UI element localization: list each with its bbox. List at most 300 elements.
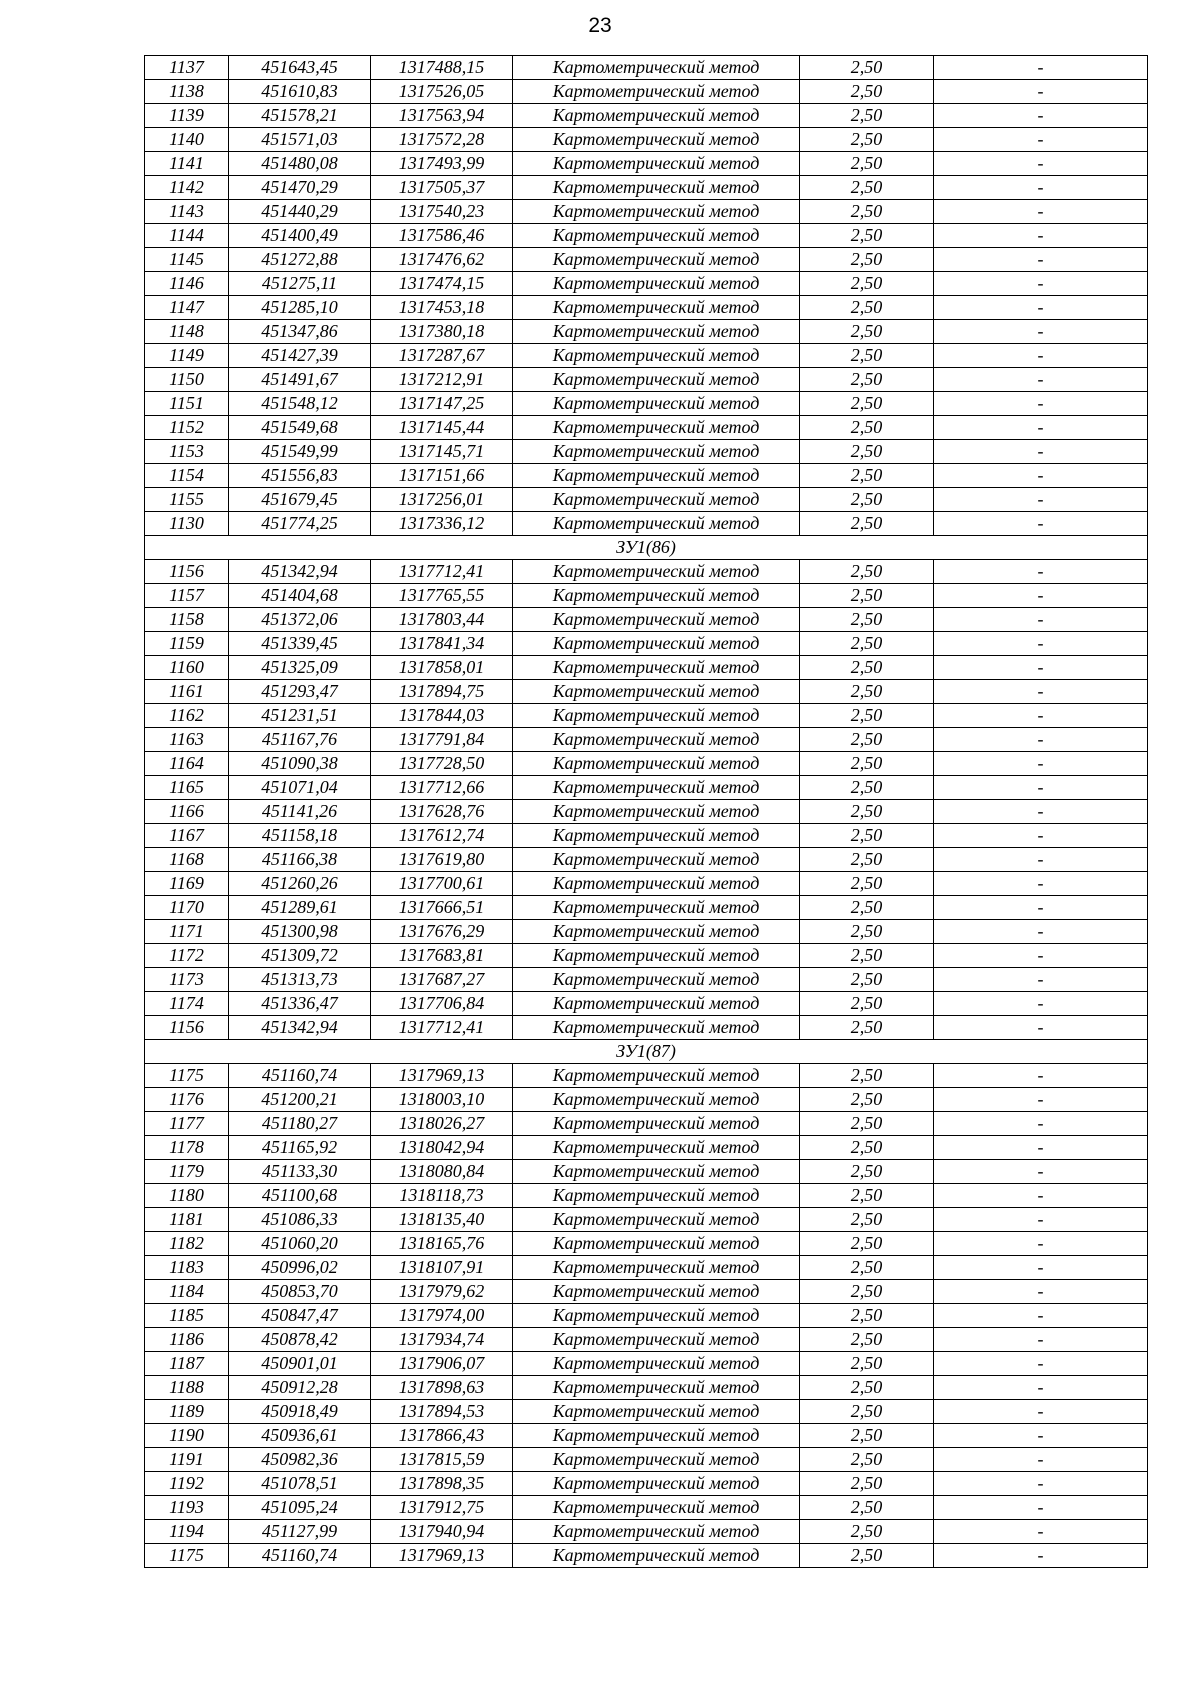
table-row — [145, 320, 1148, 344]
description-cell: - — [934, 368, 1148, 392]
y-coordinate-cell: 1317894,53 — [371, 1400, 513, 1424]
y-coordinate-cell: 1317612,74 — [371, 824, 513, 848]
table-row — [145, 872, 1148, 896]
y-coordinate-cell: 1317728,50 — [371, 752, 513, 776]
x-coordinate-cell: 450996,02 — [229, 1256, 371, 1280]
accuracy-cell: 2,50 — [800, 1496, 934, 1520]
table-row — [145, 296, 1148, 320]
x-coordinate-cell: 451160,74 — [229, 1544, 371, 1568]
description-cell: - — [934, 944, 1148, 968]
y-coordinate-cell: 1317844,03 — [371, 704, 513, 728]
table-row — [145, 416, 1148, 440]
y-coordinate-cell: 1317540,23 — [371, 200, 513, 224]
point-number-cell: 1151 — [145, 392, 229, 416]
accuracy-cell: 2,50 — [800, 272, 934, 296]
table-row — [145, 1160, 1148, 1184]
accuracy-cell: 2,50 — [800, 848, 934, 872]
point-number-cell: 1179 — [145, 1160, 229, 1184]
x-coordinate-cell: 451160,74 — [229, 1064, 371, 1088]
table-row — [145, 1280, 1148, 1304]
y-coordinate-cell: 1318080,84 — [371, 1160, 513, 1184]
table-row — [145, 1352, 1148, 1376]
y-coordinate-cell: 1317712,66 — [371, 776, 513, 800]
accuracy-cell: 2,50 — [800, 1088, 934, 1112]
x-coordinate-cell: 451060,20 — [229, 1232, 371, 1256]
y-coordinate-cell: 1317628,76 — [371, 800, 513, 824]
description-cell: - — [934, 56, 1148, 80]
method-cell: Картометрический метод — [513, 1088, 800, 1112]
method-cell: Картометрический метод — [513, 944, 800, 968]
point-number-cell: 1145 — [145, 248, 229, 272]
accuracy-cell: 2,50 — [800, 1352, 934, 1376]
description-cell: - — [934, 1136, 1148, 1160]
x-coordinate-cell: 450918,49 — [229, 1400, 371, 1424]
x-coordinate-cell: 451158,18 — [229, 824, 371, 848]
y-coordinate-cell: 1317488,15 — [371, 56, 513, 80]
y-coordinate-cell: 1317712,41 — [371, 560, 513, 584]
x-coordinate-cell: 451643,45 — [229, 56, 371, 80]
description-cell: - — [934, 872, 1148, 896]
method-cell: Картометрический метод — [513, 224, 800, 248]
description-cell: - — [934, 848, 1148, 872]
table-row — [145, 128, 1148, 152]
x-coordinate-cell: 451078,51 — [229, 1472, 371, 1496]
method-cell: Картометрический метод — [513, 872, 800, 896]
y-coordinate-cell: 1317666,51 — [371, 896, 513, 920]
method-cell: Картометрический метод — [513, 1304, 800, 1328]
y-coordinate-cell: 1317676,29 — [371, 920, 513, 944]
point-number-cell: 1168 — [145, 848, 229, 872]
description-cell: - — [934, 80, 1148, 104]
x-coordinate-cell: 451200,21 — [229, 1088, 371, 1112]
table-row — [145, 1424, 1148, 1448]
x-coordinate-cell: 451231,51 — [229, 704, 371, 728]
table-row — [145, 344, 1148, 368]
y-coordinate-cell: 1317803,44 — [371, 608, 513, 632]
table-row — [145, 920, 1148, 944]
y-coordinate-cell: 1317934,74 — [371, 1328, 513, 1352]
method-cell: Картометрический метод — [513, 920, 800, 944]
accuracy-cell: 2,50 — [800, 344, 934, 368]
x-coordinate-cell: 451400,49 — [229, 224, 371, 248]
accuracy-cell: 2,50 — [800, 944, 934, 968]
method-cell: Картометрический метод — [513, 344, 800, 368]
method-cell: Картометрический метод — [513, 680, 800, 704]
accuracy-cell: 2,50 — [800, 1424, 934, 1448]
accuracy-cell: 2,50 — [800, 920, 934, 944]
table-row — [145, 1208, 1148, 1232]
point-number-cell: 1158 — [145, 608, 229, 632]
x-coordinate-cell: 451342,94 — [229, 1016, 371, 1040]
description-cell: - — [934, 1016, 1148, 1040]
method-cell: Картометрический метод — [513, 1520, 800, 1544]
description-cell: - — [934, 272, 1148, 296]
method-cell: Картометрический метод — [513, 1064, 800, 1088]
point-number-cell: 1176 — [145, 1088, 229, 1112]
x-coordinate-cell: 451549,99 — [229, 440, 371, 464]
point-number-cell: 1147 — [145, 296, 229, 320]
table-row — [145, 1400, 1148, 1424]
point-number-cell: 1178 — [145, 1136, 229, 1160]
accuracy-cell: 2,50 — [800, 1208, 934, 1232]
description-cell: - — [934, 824, 1148, 848]
description-cell: - — [934, 920, 1148, 944]
y-coordinate-cell: 1317858,01 — [371, 656, 513, 680]
table-row — [145, 1472, 1148, 1496]
accuracy-cell: 2,50 — [800, 1232, 934, 1256]
point-number-cell: 1156 — [145, 1016, 229, 1040]
accuracy-cell: 2,50 — [800, 728, 934, 752]
point-number-cell: 1170 — [145, 896, 229, 920]
table-row — [145, 1376, 1148, 1400]
method-cell: Картометрический метод — [513, 1544, 800, 1568]
y-coordinate-cell: 1317974,00 — [371, 1304, 513, 1328]
accuracy-cell: 2,50 — [800, 1064, 934, 1088]
accuracy-cell: 2,50 — [800, 1376, 934, 1400]
description-cell: - — [934, 968, 1148, 992]
y-coordinate-cell: 1317979,62 — [371, 1280, 513, 1304]
y-coordinate-cell: 1317256,01 — [371, 488, 513, 512]
x-coordinate-cell: 450901,01 — [229, 1352, 371, 1376]
section-header-row — [145, 536, 1148, 560]
method-cell: Картометрический метод — [513, 1280, 800, 1304]
y-coordinate-cell: 1317586,46 — [371, 224, 513, 248]
x-coordinate-cell: 451309,72 — [229, 944, 371, 968]
table-row — [145, 1088, 1148, 1112]
method-cell: Картометрический метод — [513, 728, 800, 752]
method-cell: Картометрический метод — [513, 656, 800, 680]
point-number-cell: 1183 — [145, 1256, 229, 1280]
y-coordinate-cell: 1317815,59 — [371, 1448, 513, 1472]
table-row — [145, 992, 1148, 1016]
accuracy-cell: 2,50 — [800, 416, 934, 440]
y-coordinate-cell: 1317894,75 — [371, 680, 513, 704]
x-coordinate-cell: 451470,29 — [229, 176, 371, 200]
table-row — [145, 824, 1148, 848]
table-row — [145, 464, 1148, 488]
description-cell: - — [934, 1472, 1148, 1496]
point-number-cell: 1143 — [145, 200, 229, 224]
description-cell: - — [934, 896, 1148, 920]
table-row — [145, 1064, 1148, 1088]
method-cell: Картометрический метод — [513, 896, 800, 920]
y-coordinate-cell: 1317906,07 — [371, 1352, 513, 1376]
table-row — [145, 1448, 1148, 1472]
description-cell: - — [934, 1280, 1148, 1304]
point-number-cell: 1174 — [145, 992, 229, 1016]
point-number-cell: 1139 — [145, 104, 229, 128]
table-row — [145, 656, 1148, 680]
y-coordinate-cell: 1317683,81 — [371, 944, 513, 968]
point-number-cell: 1150 — [145, 368, 229, 392]
section-title: ЗУ1(86) — [145, 536, 1148, 560]
x-coordinate-cell: 451325,09 — [229, 656, 371, 680]
description-cell: - — [934, 1112, 1148, 1136]
accuracy-cell: 2,50 — [800, 440, 934, 464]
description-cell: - — [934, 728, 1148, 752]
method-cell: Картометрический метод — [513, 1112, 800, 1136]
point-number-cell: 1184 — [145, 1280, 229, 1304]
table-row — [145, 176, 1148, 200]
method-cell: Картометрический метод — [513, 800, 800, 824]
x-coordinate-cell: 451167,76 — [229, 728, 371, 752]
method-cell: Картометрический метод — [513, 632, 800, 656]
accuracy-cell: 2,50 — [800, 1112, 934, 1136]
accuracy-cell: 2,50 — [800, 296, 934, 320]
y-coordinate-cell: 1317866,43 — [371, 1424, 513, 1448]
point-number-cell: 1153 — [145, 440, 229, 464]
point-number-cell: 1186 — [145, 1328, 229, 1352]
point-number-cell: 1166 — [145, 800, 229, 824]
table-row — [145, 632, 1148, 656]
x-coordinate-cell: 451165,92 — [229, 1136, 371, 1160]
description-cell: - — [934, 1232, 1148, 1256]
table-row — [145, 1304, 1148, 1328]
description-cell: - — [934, 584, 1148, 608]
y-coordinate-cell: 1317898,63 — [371, 1376, 513, 1400]
x-coordinate-cell: 451141,26 — [229, 800, 371, 824]
method-cell: Картометрический метод — [513, 752, 800, 776]
accuracy-cell: 2,50 — [800, 1328, 934, 1352]
method-cell: Картометрический метод — [513, 416, 800, 440]
y-coordinate-cell: 1318135,40 — [371, 1208, 513, 1232]
point-number-cell: 1173 — [145, 968, 229, 992]
table-row — [145, 1112, 1148, 1136]
point-number-cell: 1194 — [145, 1520, 229, 1544]
method-cell: Картометрический метод — [513, 440, 800, 464]
point-number-cell: 1149 — [145, 344, 229, 368]
y-coordinate-cell: 1317687,27 — [371, 968, 513, 992]
point-number-cell: 1137 — [145, 56, 229, 80]
y-coordinate-cell: 1317898,35 — [371, 1472, 513, 1496]
table-row — [145, 368, 1148, 392]
method-cell: Картометрический метод — [513, 80, 800, 104]
y-coordinate-cell: 1318107,91 — [371, 1256, 513, 1280]
x-coordinate-cell: 451480,08 — [229, 152, 371, 176]
table-row — [145, 1232, 1148, 1256]
y-coordinate-cell: 1317145,71 — [371, 440, 513, 464]
description-cell: - — [934, 320, 1148, 344]
point-number-cell: 1161 — [145, 680, 229, 704]
point-number-cell: 1171 — [145, 920, 229, 944]
method-cell: Картометрический метод — [513, 1256, 800, 1280]
table-row — [145, 248, 1148, 272]
point-number-cell: 1144 — [145, 224, 229, 248]
description-cell: - — [934, 1424, 1148, 1448]
point-number-cell: 1148 — [145, 320, 229, 344]
description-cell: - — [934, 488, 1148, 512]
method-cell: Картометрический метод — [513, 1208, 800, 1232]
x-coordinate-cell: 451440,29 — [229, 200, 371, 224]
description-cell: - — [934, 1544, 1148, 1568]
table-row — [145, 152, 1148, 176]
description-cell: - — [934, 656, 1148, 680]
description-cell: - — [934, 752, 1148, 776]
x-coordinate-cell: 451180,27 — [229, 1112, 371, 1136]
y-coordinate-cell: 1317841,34 — [371, 632, 513, 656]
x-coordinate-cell: 451342,94 — [229, 560, 371, 584]
point-number-cell: 1193 — [145, 1496, 229, 1520]
y-coordinate-cell: 1318165,76 — [371, 1232, 513, 1256]
table-row — [145, 560, 1148, 584]
description-cell: - — [934, 1160, 1148, 1184]
description-cell: - — [934, 776, 1148, 800]
accuracy-cell: 2,50 — [800, 1160, 934, 1184]
description-cell: - — [934, 1088, 1148, 1112]
x-coordinate-cell: 451347,86 — [229, 320, 371, 344]
table-row — [145, 1184, 1148, 1208]
x-coordinate-cell: 451086,33 — [229, 1208, 371, 1232]
description-cell: - — [934, 392, 1148, 416]
method-cell: Картометрический метод — [513, 56, 800, 80]
point-number-cell: 1152 — [145, 416, 229, 440]
y-coordinate-cell: 1317453,18 — [371, 296, 513, 320]
table-row — [145, 440, 1148, 464]
point-number-cell: 1155 — [145, 488, 229, 512]
y-coordinate-cell: 1317969,13 — [371, 1544, 513, 1568]
accuracy-cell: 2,50 — [800, 656, 934, 680]
description-cell: - — [934, 464, 1148, 488]
table-row — [145, 704, 1148, 728]
x-coordinate-cell: 450847,47 — [229, 1304, 371, 1328]
y-coordinate-cell: 1317563,94 — [371, 104, 513, 128]
accuracy-cell: 2,50 — [800, 704, 934, 728]
accuracy-cell: 2,50 — [800, 248, 934, 272]
point-number-cell: 1164 — [145, 752, 229, 776]
method-cell: Картометрический метод — [513, 560, 800, 584]
description-cell: - — [934, 200, 1148, 224]
description-cell: - — [934, 152, 1148, 176]
table-row — [145, 608, 1148, 632]
x-coordinate-cell: 451293,47 — [229, 680, 371, 704]
description-cell: - — [934, 1352, 1148, 1376]
y-coordinate-cell: 1317380,18 — [371, 320, 513, 344]
x-coordinate-cell: 451549,68 — [229, 416, 371, 440]
point-number-cell: 1160 — [145, 656, 229, 680]
description-cell: - — [934, 176, 1148, 200]
point-number-cell: 1167 — [145, 824, 229, 848]
table-row — [145, 752, 1148, 776]
table-row — [145, 968, 1148, 992]
accuracy-cell: 2,50 — [800, 1448, 934, 1472]
description-cell: - — [934, 296, 1148, 320]
y-coordinate-cell: 1318042,94 — [371, 1136, 513, 1160]
accuracy-cell: 2,50 — [800, 464, 934, 488]
description-cell: - — [934, 128, 1148, 152]
method-cell: Картометрический метод — [513, 968, 800, 992]
description-cell: - — [934, 1520, 1148, 1544]
y-coordinate-cell: 1317712,41 — [371, 1016, 513, 1040]
method-cell: Картометрический метод — [513, 824, 800, 848]
accuracy-cell: 2,50 — [800, 392, 934, 416]
description-cell: - — [934, 1400, 1148, 1424]
accuracy-cell: 2,50 — [800, 680, 934, 704]
description-cell: - — [934, 248, 1148, 272]
x-coordinate-cell: 451548,12 — [229, 392, 371, 416]
page-number: 23 — [588, 14, 612, 37]
point-number-cell: 1154 — [145, 464, 229, 488]
table-row — [145, 392, 1148, 416]
table-row — [145, 1136, 1148, 1160]
point-number-cell: 1182 — [145, 1232, 229, 1256]
y-coordinate-cell: 1318118,73 — [371, 1184, 513, 1208]
x-coordinate-cell: 451166,38 — [229, 848, 371, 872]
table-row — [145, 1520, 1148, 1544]
y-coordinate-cell: 1317476,62 — [371, 248, 513, 272]
method-cell: Картометрический метод — [513, 992, 800, 1016]
x-coordinate-cell: 450878,42 — [229, 1328, 371, 1352]
x-coordinate-cell: 451272,88 — [229, 248, 371, 272]
description-cell: - — [934, 440, 1148, 464]
point-number-cell: 1172 — [145, 944, 229, 968]
description-cell: - — [934, 224, 1148, 248]
point-number-cell: 1140 — [145, 128, 229, 152]
x-coordinate-cell: 451427,39 — [229, 344, 371, 368]
y-coordinate-cell: 1317572,28 — [371, 128, 513, 152]
x-coordinate-cell: 451774,25 — [229, 512, 371, 536]
accuracy-cell: 2,50 — [800, 896, 934, 920]
accuracy-cell: 2,50 — [800, 776, 934, 800]
method-cell: Картометрический метод — [513, 104, 800, 128]
coordinates-table-body — [145, 56, 1148, 1568]
method-cell: Картометрический метод — [513, 848, 800, 872]
accuracy-cell: 2,50 — [800, 488, 934, 512]
accuracy-cell: 2,50 — [800, 224, 934, 248]
method-cell: Картометрический метод — [513, 1424, 800, 1448]
table-row — [145, 800, 1148, 824]
method-cell: Картометрический метод — [513, 392, 800, 416]
description-cell: - — [934, 800, 1148, 824]
point-number-cell: 1138 — [145, 80, 229, 104]
y-coordinate-cell: 1317940,94 — [371, 1520, 513, 1544]
table-row — [145, 512, 1148, 536]
point-number-cell: 1192 — [145, 1472, 229, 1496]
table-row — [145, 104, 1148, 128]
method-cell: Картометрический метод — [513, 1496, 800, 1520]
accuracy-cell: 2,50 — [800, 1136, 934, 1160]
point-number-cell: 1165 — [145, 776, 229, 800]
x-coordinate-cell: 451610,83 — [229, 80, 371, 104]
y-coordinate-cell: 1317700,61 — [371, 872, 513, 896]
x-coordinate-cell: 451260,26 — [229, 872, 371, 896]
description-cell: - — [934, 992, 1148, 1016]
table-row — [145, 584, 1148, 608]
method-cell: Картометрический метод — [513, 368, 800, 392]
accuracy-cell: 2,50 — [800, 1016, 934, 1040]
accuracy-cell: 2,50 — [800, 824, 934, 848]
description-cell: - — [934, 632, 1148, 656]
point-number-cell: 1190 — [145, 1424, 229, 1448]
method-cell: Картометрический метод — [513, 1448, 800, 1472]
accuracy-cell: 2,50 — [800, 752, 934, 776]
description-cell: - — [934, 512, 1148, 536]
x-coordinate-cell: 451491,67 — [229, 368, 371, 392]
point-number-cell: 1159 — [145, 632, 229, 656]
description-cell: - — [934, 1256, 1148, 1280]
description-cell: - — [934, 416, 1148, 440]
accuracy-cell: 2,50 — [800, 368, 934, 392]
description-cell: - — [934, 704, 1148, 728]
method-cell: Картометрический метод — [513, 1472, 800, 1496]
accuracy-cell: 2,50 — [800, 1280, 934, 1304]
y-coordinate-cell: 1317493,99 — [371, 152, 513, 176]
accuracy-cell: 2,50 — [800, 1544, 934, 1568]
accuracy-cell: 2,50 — [800, 1472, 934, 1496]
x-coordinate-cell: 451090,38 — [229, 752, 371, 776]
point-number-cell: 1157 — [145, 584, 229, 608]
method-cell: Картометрический метод — [513, 128, 800, 152]
x-coordinate-cell: 450853,70 — [229, 1280, 371, 1304]
